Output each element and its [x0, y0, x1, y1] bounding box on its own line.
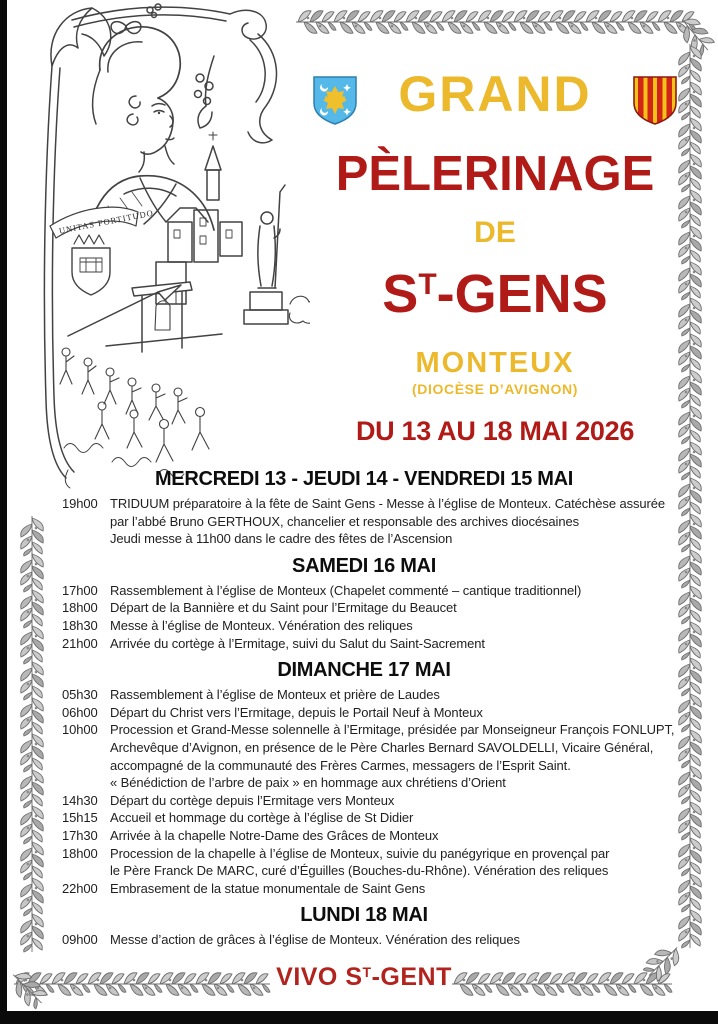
- event-row: [62, 862, 666, 880]
- event-row: [62, 739, 666, 757]
- event-row: [62, 827, 666, 845]
- event-description: Messe à l’église de Monteux. Vénération des reliques: [110, 617, 413, 633]
- footer-post: -GENT: [371, 963, 452, 991]
- event-time: 21h00: [62, 635, 98, 651]
- event-time: 18h30: [62, 617, 98, 633]
- event-description: accompagné de la communauté des Frères Carmes, messagers de l’Esprit Saint.: [110, 757, 571, 773]
- title-monteux: MONTEUX: [415, 347, 575, 379]
- event-row: [62, 582, 666, 600]
- event-row: [62, 809, 666, 827]
- event-time: 19h00: [62, 496, 98, 511]
- footer-motto: [62, 963, 666, 992]
- procession-engraving-illustration: [8, 0, 310, 500]
- event-row: [62, 599, 666, 617]
- event-row: [62, 792, 666, 810]
- st-gens-sup: T: [418, 268, 437, 301]
- event-time: 17h00: [62, 582, 98, 598]
- event-description: Embrasement de la statue monumentale de Saint Gens: [110, 880, 426, 896]
- title-de: DE: [474, 216, 516, 249]
- event-row: [62, 635, 666, 653]
- event-row: [62, 931, 666, 949]
- monteux-shield-icon: [312, 74, 358, 126]
- event-description: Rassemblement à l’église de Monteux et prière de Laudes: [110, 687, 440, 703]
- provence-shield-icon: [632, 74, 678, 126]
- title-diocese: (DIOCÈSE D’AVIGNON): [412, 381, 578, 397]
- title-st-gens: [312, 257, 678, 322]
- title-block: [312, 66, 678, 446]
- event-time: 15h15: [62, 810, 98, 826]
- event-description: Arrivée à la chapelle Notre-Dame des Grâces de Monteux: [110, 827, 439, 843]
- event-row: [62, 880, 666, 898]
- title-dates: DU 13 AU 18 MAI 2026: [355, 416, 635, 446]
- event-time: 05h30: [62, 687, 98, 703]
- event-time: [62, 513, 106, 531]
- illustration-motto: UNITAS FORTITUDO: [58, 207, 155, 236]
- footer-pre: VIVO S: [276, 963, 363, 991]
- footer-sup: T: [362, 964, 372, 980]
- event-description: Jeudi messe à 11h00 dans le cadre des fêtes de l’Ascension: [110, 531, 453, 547]
- title-grand: GRAND: [398, 66, 592, 122]
- event-row: [62, 513, 666, 531]
- event-time: [62, 757, 106, 775]
- event-time: [62, 774, 106, 792]
- event-row: [62, 530, 666, 548]
- event-description: Accueil et hommage du cortège à l’église de St Didier: [110, 810, 414, 826]
- event-row: [62, 686, 666, 704]
- event-time: [62, 862, 106, 880]
- photo-edge-bottom: [0, 1011, 718, 1024]
- event-description: Archevêque d’Avignon, en présence de le Père Charles Bernard SAVOLDELLI, Vicaire Général,: [110, 739, 654, 755]
- event-description: Procession de la chapelle à l’église de Monteux, suivie du panégyrique en provençal par: [110, 845, 610, 861]
- event-time: 22h00: [62, 880, 98, 896]
- event-description: Départ du Christ vers l’Ermitage, depuis le Portail Neuf à Monteux: [110, 704, 483, 720]
- event-description: « Bénédiction de l’arbre de paix » en hommage aux chrétiens d’Orient: [110, 775, 506, 791]
- title-pelerinage: PÈLERINAGE: [335, 147, 655, 201]
- section-heading: SAMEDI 16 MAI: [292, 554, 436, 577]
- event-description: Procession et Grand-Messe solennelle à l’Ermitage, présidée par Monseigneur François FONLUPT,: [110, 722, 675, 738]
- event-description: Départ de la Bannière et du Saint pour l’Ermitage du Beaucet: [110, 600, 457, 616]
- section-heading: LUNDI 18 MAI: [300, 904, 428, 927]
- event-time: [62, 739, 106, 757]
- event-row: [62, 704, 666, 722]
- event-row: [62, 617, 666, 635]
- section-heading: DIMANCHE 17 MAI: [277, 659, 451, 682]
- event-time: 14h30: [62, 792, 98, 808]
- event-description: Départ du cortège depuis l’Ermitage vers Monteux: [110, 792, 395, 808]
- photo-edge-left: [0, 0, 7, 1024]
- event-time: 17h30: [62, 827, 98, 843]
- event-row: [62, 721, 675, 739]
- event-description: Rassemblement à l’église de Monteux (Chapelet commenté – cantique traditionnel): [110, 582, 582, 598]
- event-time: 18h00: [62, 600, 98, 616]
- event-description: Messe d’action de grâces à l’église de Monteux. Vénération des reliques: [110, 932, 520, 948]
- event-time: 10h00: [62, 722, 98, 738]
- event-description: TRIDUUM préparatoire à la fête de Saint Gens - Messe à l’église de Monteux. Catéchèse assurée: [110, 496, 666, 511]
- event-row: [62, 495, 666, 513]
- event-time: 06h00: [62, 704, 98, 720]
- event-description: par l’abbé Bruno GERTHOUX, chancelier et responsable des archives diocésaines: [110, 513, 579, 529]
- event-time: [62, 530, 106, 548]
- event-row: [62, 845, 666, 863]
- event-time: 09h00: [62, 932, 98, 948]
- event-description: le Père Franck De MARC, curé d’Éguilles (Bouches-du-Rhône). Vénération des reliques: [110, 863, 609, 879]
- schedule: [62, 468, 675, 949]
- event-time: 18h00: [62, 845, 98, 861]
- st-gens-pre: S: [382, 264, 419, 324]
- event-row: [62, 757, 666, 775]
- event-description: Arrivée du cortège à l’Ermitage, suivi du Salut du Saint-Sacrement: [110, 635, 485, 651]
- section-heading: MERCREDI 13 - JEUDI 14 - VENDREDI 15 MAI: [154, 468, 574, 490]
- event-row: [62, 774, 666, 792]
- st-gens-post: -GENS: [436, 264, 608, 324]
